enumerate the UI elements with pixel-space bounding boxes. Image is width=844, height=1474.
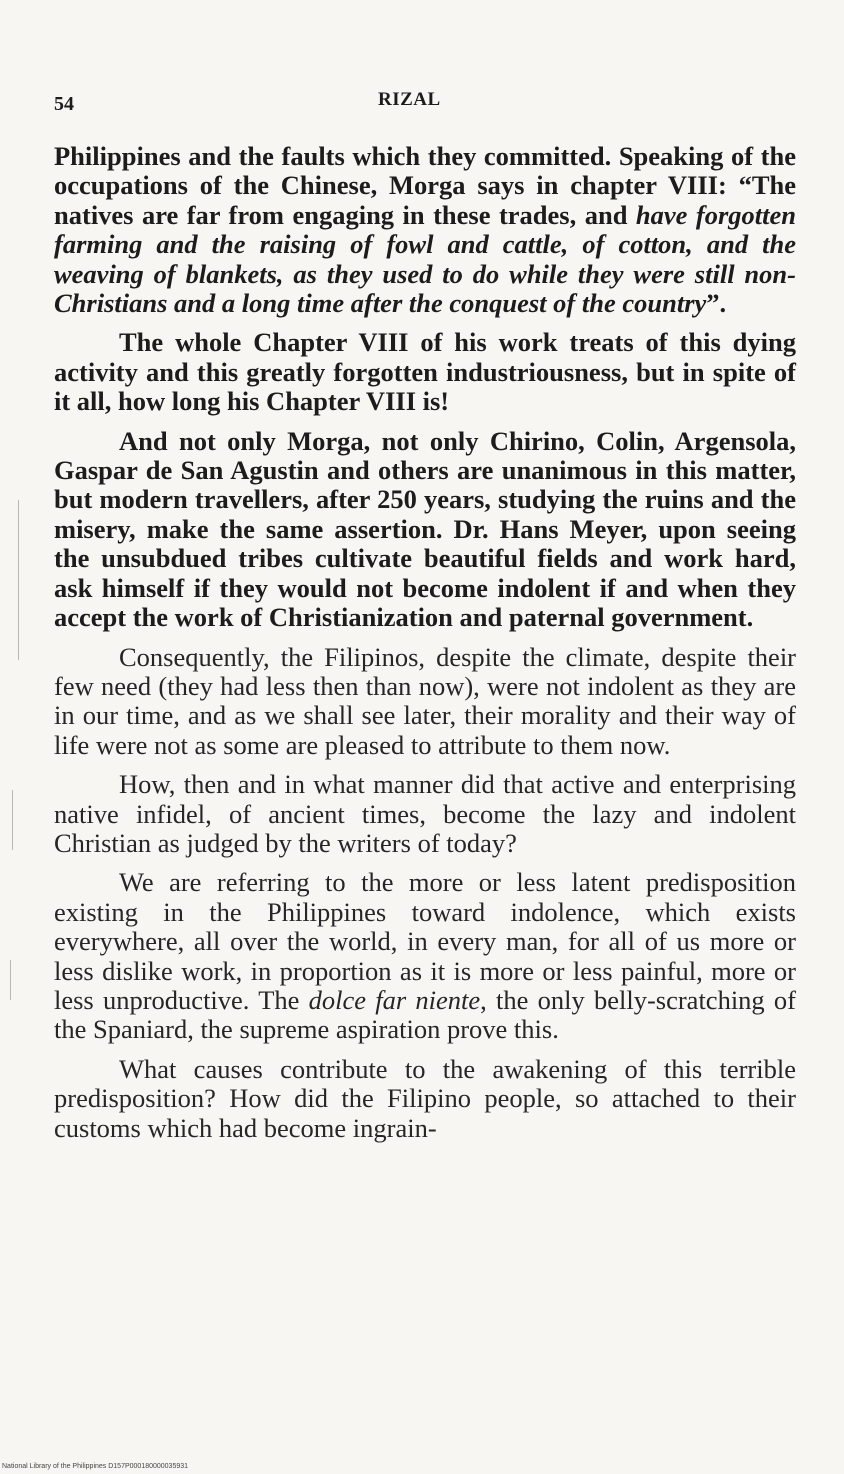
paragraph-2 (54, 328, 796, 416)
bold-text-block (54, 142, 796, 633)
scan-source-footer: National Library of the Philippines D157P000180000035931 (2, 1463, 189, 1470)
paragraph-7 (54, 1055, 796, 1143)
paragraph-6 (54, 868, 796, 1044)
margin-pencil-mark (10, 960, 11, 1000)
paragraph-4 (54, 643, 796, 761)
paragraph-5-run-1: How, then and in what manner did that active and enterprising native infidel, of ancient times, become the lazy and indolent Christian as judged by the writers of today? (54, 769, 796, 858)
paragraph-1-italic-quote: have forgotten farming and the raising of fowl and cattle, of cotton, and the weaving of blankets, as they used to do while they were still non-Christians and a long time after the conquest of the country (54, 199, 796, 319)
body-text (54, 142, 796, 1153)
paragraph-6-run-3: , the only belly-scratching of the Spaniard, the supreme aspiration prove this. (54, 984, 796, 1045)
regular-text-block (54, 643, 796, 1144)
paragraph-4-run-1: Consequently, the Filipinos, despite the climate, despite their few need (they had less then than now), were not indolent as they are in our time, and as we shall see later, their morality and their way of life were not as some are pleased to attribute to them now. (54, 641, 796, 760)
margin-pencil-mark (18, 500, 19, 660)
paragraph-3-run-1: And not only Morga, not only Chirino, Colin, Argensola, Gaspar de San Agustin and others are unanimous in this matter, but modern travellers, after 250 years, studying the ruins and the misery, make the same assertion. Dr. Hans Meyer, upon seeing the unsubdued tribes cultivate beautiful fields and work hard, ask himself if they would not become indolent if and when they accept the work of Christianization and paternal government. (54, 425, 796, 633)
paragraph-1-run-1: Philippines and the faults which they committed. Speaking of the occupations of the Chinese, Morga says in chapter VIII: “The natives are far from engaging in these trades, and (54, 141, 796, 230)
margin-pencil-mark (12, 790, 13, 850)
running-title: RIZAL (378, 89, 441, 110)
paragraph-6-italic-phrase: dolce far niente (308, 984, 481, 1015)
page-number: 54 (54, 93, 74, 115)
paragraph-1-run-3: ”. (706, 288, 727, 319)
paragraph-2-run-1: The whole Chapter VIII of his work treats of this dying activity and this greatly forgotten industriousness, but in spite of it all, how long his Chapter VIII is! (54, 327, 796, 417)
paragraph-6-run-1: We are referring to the more or less latent predisposition existing in the Philippines toward indolence, which exists everywhere, all over the world, in every man, for all of us more or less dislike work, in proportion as it is more or less painful, more or less unproductive. The (54, 867, 796, 1015)
paragraph-7-run-1: What causes contribute to the awakening of this terrible predisposition? How did the Filipino people, so attached to their customs which had become ingrain- (54, 1053, 796, 1143)
paragraph-3 (54, 427, 796, 633)
paragraph-1 (54, 142, 796, 318)
paragraph-5 (54, 770, 796, 858)
